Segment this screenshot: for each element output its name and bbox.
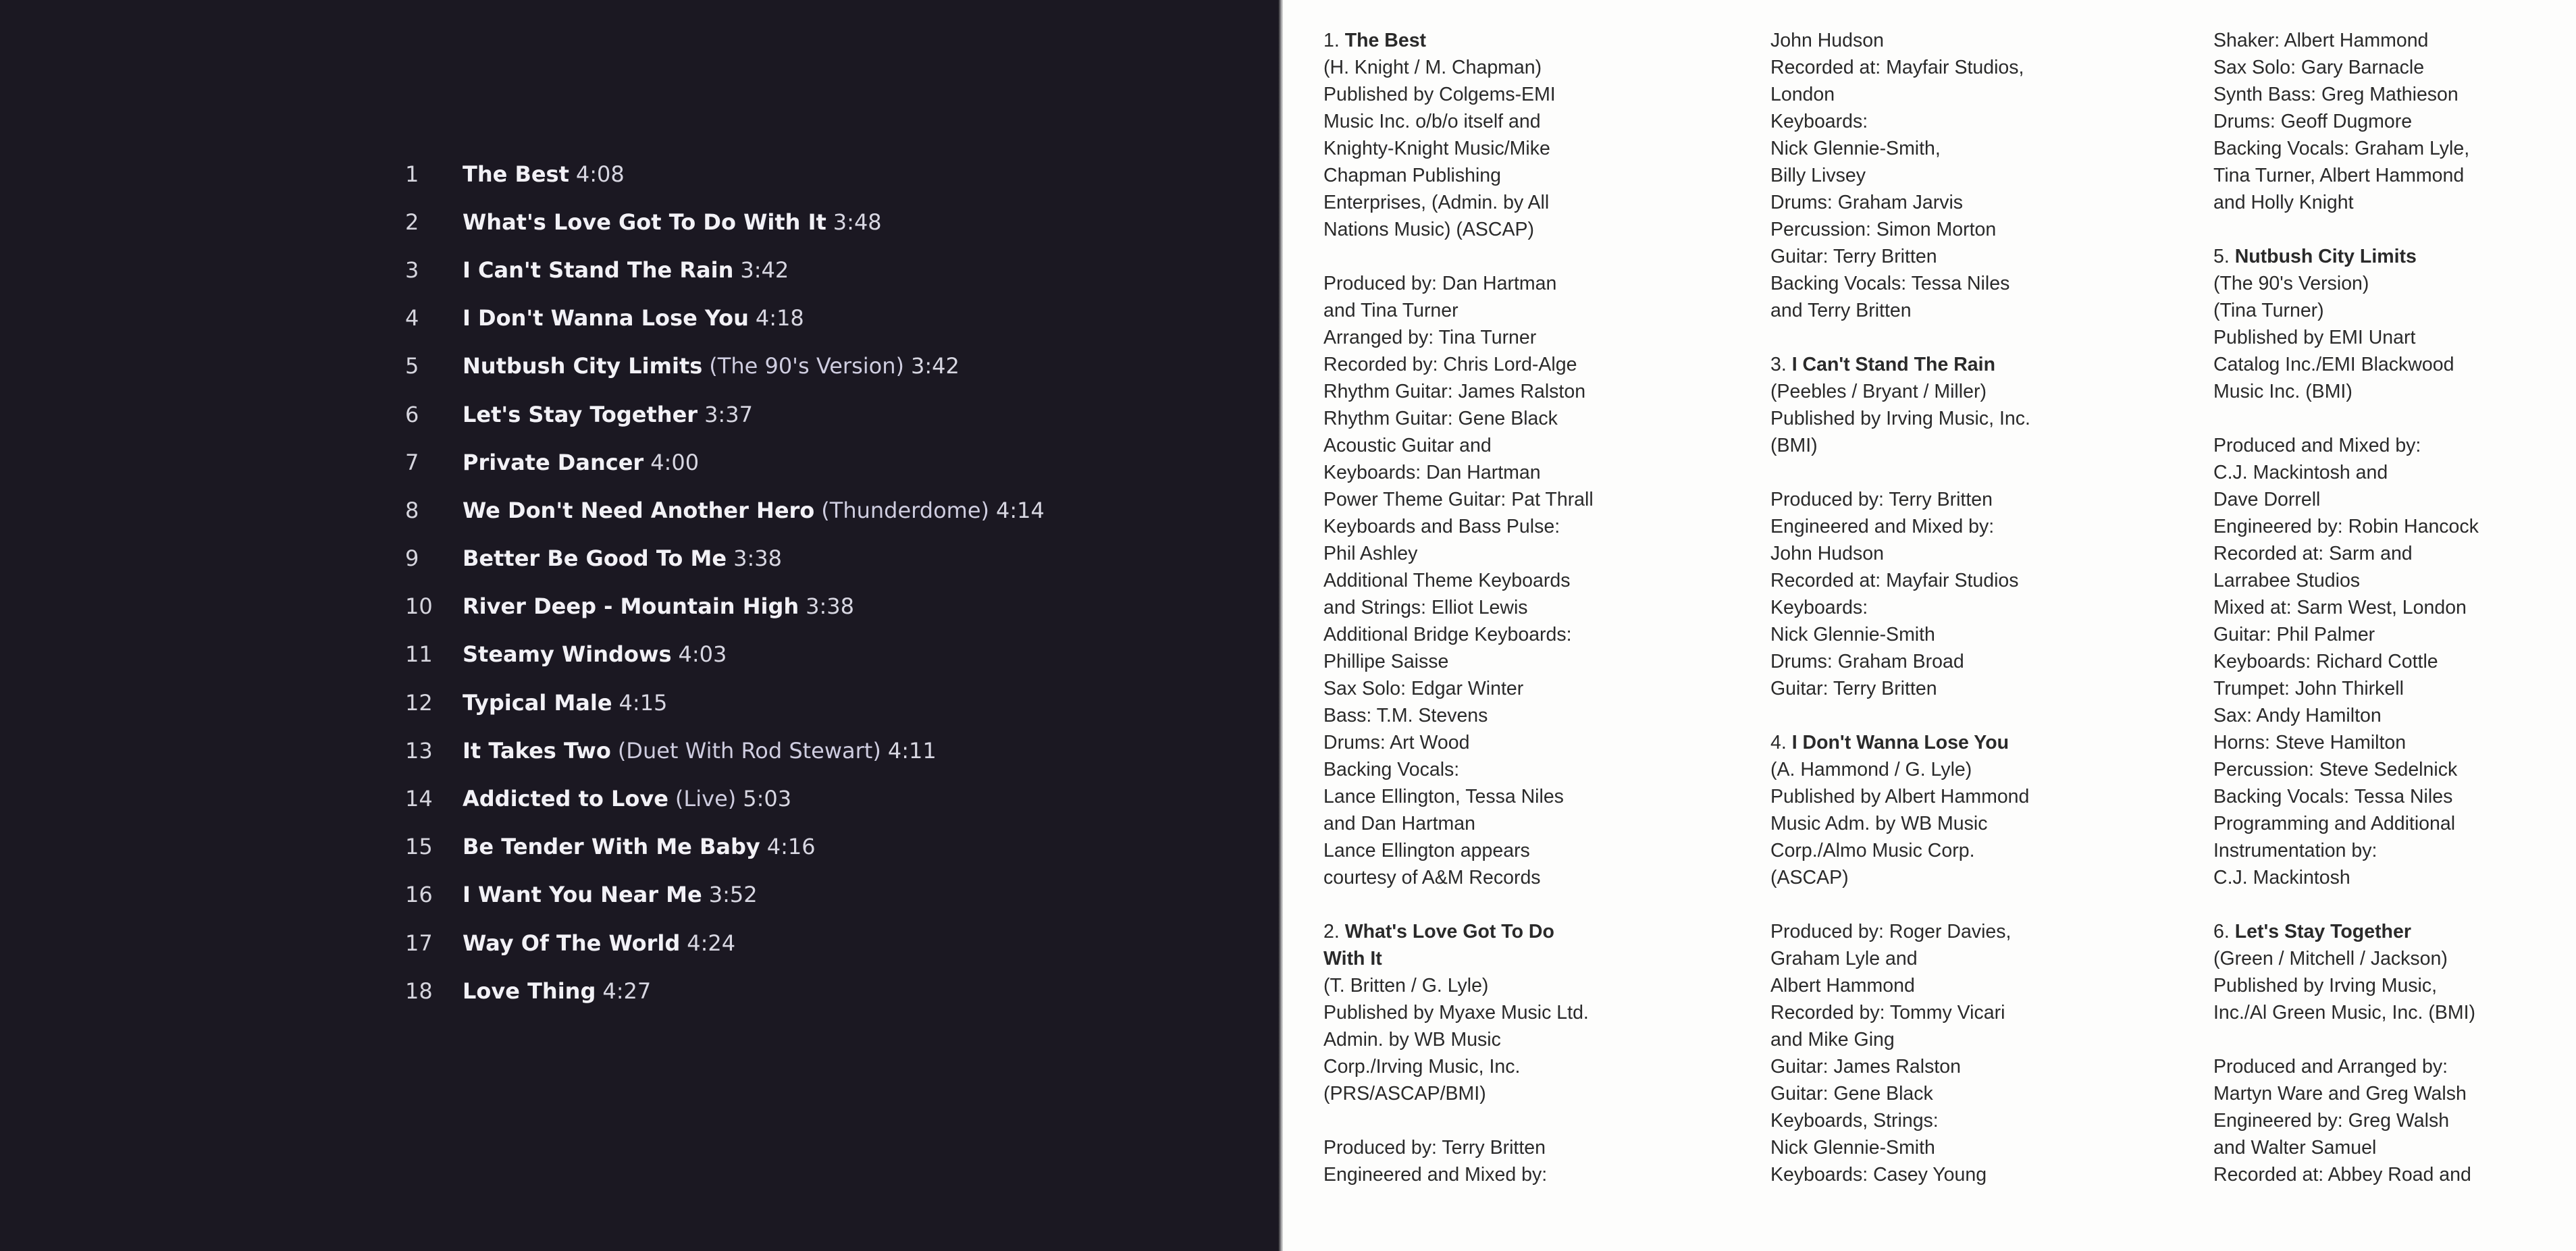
track-number: 17 bbox=[405, 930, 433, 956]
credit-line: Synth Bass: Greg Mathieson bbox=[2213, 84, 2459, 105]
track-title: Addicted to Love bbox=[463, 786, 668, 812]
credit-song-title: Nutbush City Limits bbox=[2234, 246, 2417, 267]
track-duration: 4:11 bbox=[887, 737, 937, 764]
credit-line: Mixed at: Sarm West, London bbox=[2213, 597, 2467, 618]
credit-heading bbox=[2213, 918, 2479, 945]
credit-line: Sax Solo: Gary Barnacle bbox=[2213, 57, 2425, 78]
spacer bbox=[2213, 891, 2479, 918]
credit-line: Larrabee Studios bbox=[2213, 570, 2361, 591]
credit-line: (BMI) bbox=[1770, 435, 1818, 456]
credit-line: Published by Irving Music, Inc. bbox=[1770, 408, 2030, 429]
track-row bbox=[405, 583, 1045, 631]
credit-line: Nick Glennie-Smith bbox=[1770, 1137, 1935, 1159]
credits-column-3 bbox=[2213, 27, 2479, 1188]
credit-line: Published by Albert Hammond bbox=[1770, 786, 2030, 807]
track-row bbox=[405, 246, 1045, 294]
track-row bbox=[405, 390, 1045, 438]
track-number: 6 bbox=[405, 401, 419, 427]
credit-line: Bass: T.M. Stevens bbox=[1323, 705, 1488, 726]
credit-song-title: The Best bbox=[1344, 30, 1427, 51]
credit-line: Programming and Additional bbox=[2213, 813, 2456, 834]
track-title: The Best bbox=[463, 161, 569, 187]
credit-line: Phil Ashley bbox=[1323, 543, 1418, 564]
credit-heading bbox=[1323, 27, 1594, 54]
credit-line: Corp./Almo Music Corp. bbox=[1770, 840, 1975, 861]
credit-line: Engineered by: Greg Walsh bbox=[2213, 1110, 2450, 1132]
track-row bbox=[405, 486, 1045, 534]
credit-line: Music Inc. o/b/o itself and bbox=[1323, 111, 1541, 132]
credit-line: C.J. Mackintosh bbox=[2213, 867, 2350, 888]
credit-line: Nick Glennie-Smith bbox=[1770, 624, 1935, 645]
credit-line: Inc./Al Green Music, Inc. (BMI) bbox=[2213, 1002, 2476, 1023]
track-duration: 4:00 bbox=[650, 449, 700, 475]
track-duration: 3:38 bbox=[806, 593, 854, 620]
credit-line: Keyboards: Dan Hartman bbox=[1323, 462, 1541, 483]
credit-line: Drums: Graham Jarvis bbox=[1770, 192, 1964, 213]
credit-line: Keyboards: bbox=[1770, 111, 1868, 132]
credit-line: Lance Ellington appears bbox=[1323, 840, 1530, 861]
credit-line: Published by EMI Unart bbox=[2213, 327, 2416, 348]
spacer bbox=[1323, 243, 1594, 270]
credit-number: 6. bbox=[2213, 921, 2235, 942]
credit-number: 5. bbox=[2213, 246, 2235, 267]
track-row bbox=[405, 294, 1045, 342]
spacer bbox=[1770, 459, 2030, 486]
credit-line: Rhythm Guitar: James Ralston bbox=[1323, 381, 1586, 402]
credit-song-title: I Can't Stand The Rain bbox=[1791, 354, 1995, 375]
track-duration: 3:52 bbox=[708, 882, 758, 908]
track-row bbox=[405, 774, 1045, 822]
track-duration: 4:03 bbox=[678, 641, 727, 668]
credit-line: Keyboards: bbox=[1770, 597, 1868, 618]
credit-line: courtesy of A&M Records bbox=[1323, 867, 1541, 888]
credit-line: Backing Vocals: Tessa Niles bbox=[1770, 273, 2010, 294]
credit-line: (The 90's Version) bbox=[2213, 273, 2369, 294]
credit-number: 2. bbox=[1323, 921, 1345, 942]
spacer bbox=[2213, 405, 2479, 432]
track-title: We Don't Need Another Hero bbox=[463, 497, 815, 523]
track-title: What's Love Got To Do With It bbox=[463, 209, 826, 235]
credit-line: Percussion: Simon Morton bbox=[1770, 219, 1997, 240]
credit-line: Backing Vocals: bbox=[1323, 759, 1460, 780]
track-number: 2 bbox=[405, 209, 419, 235]
credit-line: and Walter Samuel bbox=[2213, 1137, 2377, 1159]
credit-line: Chapman Publishing bbox=[1323, 165, 1501, 186]
credit-line: John Hudson bbox=[1770, 543, 1884, 564]
track-row bbox=[405, 150, 1045, 198]
track-title: Better Be Good To Me bbox=[463, 545, 727, 572]
credit-heading bbox=[2213, 243, 2479, 270]
credit-line: Recorded at: Mayfair Studios, bbox=[1770, 57, 2024, 78]
track-version: (The 90's Version) bbox=[709, 353, 904, 379]
credit-line: (PRS/ASCAP/BMI) bbox=[1323, 1083, 1486, 1104]
credit-line: Engineered and Mixed by: bbox=[1323, 1164, 1548, 1186]
credit-line: (A. Hammond / G. Lyle) bbox=[1770, 759, 1972, 780]
credit-line: Drums: Geoff Dugmore bbox=[2213, 111, 2413, 132]
track-title: Steamy Windows bbox=[463, 641, 672, 668]
credit-heading bbox=[1323, 918, 1594, 945]
track-title: Be Tender With Me Baby bbox=[463, 834, 760, 860]
credit-line: Keyboards: Casey Young bbox=[1770, 1164, 1987, 1186]
credit-line: and Dan Hartman bbox=[1323, 813, 1475, 834]
track-number: 18 bbox=[405, 978, 433, 1004]
credit-heading bbox=[1323, 945, 1594, 972]
credit-line: Lance Ellington, Tessa Niles bbox=[1323, 786, 1564, 807]
track-row bbox=[405, 678, 1045, 726]
credit-line: Dave Dorrell bbox=[2213, 489, 2321, 510]
credit-line: London bbox=[1770, 84, 1835, 105]
credit-heading bbox=[1770, 729, 2030, 756]
track-duration: 3:42 bbox=[740, 257, 789, 283]
track-duration: 5:03 bbox=[743, 786, 792, 812]
track-number: 4 bbox=[405, 305, 419, 331]
track-duration: 3:37 bbox=[704, 401, 753, 427]
track-title: I Can't Stand The Rain bbox=[463, 257, 734, 283]
track-row bbox=[405, 871, 1045, 919]
credit-line: Rhythm Guitar: Gene Black bbox=[1323, 408, 1558, 429]
credit-line: Martyn Ware and Greg Walsh bbox=[2213, 1083, 2467, 1104]
credit-line: Recorded by: Chris Lord-Alge bbox=[1323, 354, 1577, 375]
tracklist-page bbox=[0, 0, 1281, 1251]
credit-line: (H. Knight / M. Chapman) bbox=[1323, 57, 1542, 78]
credit-line: Produced and Arranged by: bbox=[2213, 1056, 2448, 1077]
credit-line: Enterprises, (Admin. by All bbox=[1323, 192, 1550, 213]
credit-line: Additional Theme Keyboards bbox=[1323, 570, 1571, 591]
credit-line: Guitar: Phil Palmer bbox=[2213, 624, 2375, 645]
track-version: (Duet With Rod Stewart) bbox=[617, 737, 881, 764]
track-title: Love Thing bbox=[463, 978, 596, 1004]
track-number: 1 bbox=[405, 161, 419, 187]
credit-line: Engineered and Mixed by: bbox=[1770, 516, 1995, 537]
track-row bbox=[405, 438, 1045, 486]
credit-line: Billy Livsey bbox=[1770, 165, 1866, 186]
credit-heading bbox=[1770, 351, 2030, 378]
track-list bbox=[405, 150, 1045, 1015]
credit-line: Guitar: Gene Black bbox=[1770, 1083, 1933, 1104]
credit-line: Trumpet: John Thirkell bbox=[2213, 678, 2404, 699]
track-row bbox=[405, 967, 1045, 1015]
credit-line: Additional Bridge Keyboards: bbox=[1323, 624, 1572, 645]
credit-line: C.J. Mackintosh and bbox=[2213, 462, 2388, 483]
credit-line: (Green / Mitchell / Jackson) bbox=[2213, 948, 2448, 969]
credit-line: Keyboards and Bass Pulse: bbox=[1323, 516, 1560, 537]
credit-line: Catalog Inc./EMI Blackwood bbox=[2213, 354, 2454, 375]
spacer bbox=[1770, 702, 2030, 729]
credit-line: Acoustic Guitar and bbox=[1323, 435, 1492, 456]
track-row bbox=[405, 535, 1045, 583]
spacer bbox=[1323, 891, 1594, 918]
credit-line: Percussion: Steve Sedelnick bbox=[2213, 759, 2458, 780]
track-row bbox=[405, 198, 1045, 246]
credit-song-title: With It bbox=[1323, 948, 1382, 969]
credit-line: Produced by: Terry Britten bbox=[1323, 1137, 1546, 1159]
spacer bbox=[2213, 1026, 2479, 1053]
credit-line: Nations Music) (ASCAP) bbox=[1323, 219, 1534, 240]
credit-line: Backing Vocals: Graham Lyle, bbox=[2213, 138, 2470, 159]
credit-line: Produced by: Dan Hartman bbox=[1323, 273, 1557, 294]
track-duration: 3:38 bbox=[733, 545, 782, 572]
credit-line: Guitar: Terry Britten bbox=[1770, 678, 1937, 699]
credit-line: Albert Hammond bbox=[1770, 975, 1915, 996]
credits-column-1 bbox=[1323, 27, 1594, 1188]
track-number: 5 bbox=[405, 353, 419, 379]
credit-line: Admin. by WB Music bbox=[1323, 1029, 1501, 1050]
credit-line: Graham Lyle and bbox=[1770, 948, 1918, 969]
credit-line: Guitar: Terry Britten bbox=[1770, 246, 1937, 267]
credits-column-2 bbox=[1770, 27, 2030, 1188]
spacer bbox=[2213, 216, 2479, 243]
credit-line: Instrumentation by: bbox=[2213, 840, 2377, 861]
credit-line: Power Theme Guitar: Pat Thrall bbox=[1323, 489, 1594, 510]
track-title: I Don't Wanna Lose You bbox=[463, 305, 749, 331]
credit-line: John Hudson bbox=[1770, 30, 1884, 51]
credit-line: Recorded at: Abbey Road and bbox=[2213, 1164, 2471, 1186]
credit-number: 1. bbox=[1323, 30, 1345, 51]
credit-line: Engineered by: Robin Hancock bbox=[2213, 516, 2479, 537]
credit-line: Produced by: Terry Britten bbox=[1770, 489, 1993, 510]
track-duration: 4:16 bbox=[766, 834, 816, 860]
credit-line: Produced by: Roger Davies, bbox=[1770, 921, 2012, 942]
track-number: 13 bbox=[405, 737, 433, 764]
credit-line: Published by Colgems-EMI bbox=[1323, 84, 1556, 105]
credit-line: Horns: Steve Hamilton bbox=[2213, 732, 2407, 753]
credit-line: Corp./Irving Music, Inc. bbox=[1323, 1056, 1521, 1077]
credit-line: and Terry Britten bbox=[1770, 300, 1912, 321]
track-duration: 4:14 bbox=[995, 497, 1045, 523]
track-number: 8 bbox=[405, 497, 419, 523]
track-version: (Live) bbox=[675, 786, 737, 812]
track-number: 16 bbox=[405, 882, 433, 908]
track-number: 7 bbox=[405, 449, 419, 475]
credit-line: and Tina Turner bbox=[1323, 300, 1458, 321]
track-number: 12 bbox=[405, 689, 433, 716]
track-duration: 4:08 bbox=[575, 161, 625, 187]
track-duration: 4:24 bbox=[687, 930, 736, 956]
credit-line: Sax Solo: Edgar Winter bbox=[1323, 678, 1524, 699]
track-row bbox=[405, 631, 1045, 678]
credit-line: Recorded at: Mayfair Studios bbox=[1770, 570, 2019, 591]
track-title: Way Of The World bbox=[463, 930, 681, 956]
credit-line: and Mike Ging bbox=[1770, 1029, 1895, 1050]
credit-line: Music Adm. by WB Music bbox=[1770, 813, 1988, 834]
credit-line: Phillipe Saisse bbox=[1323, 651, 1449, 672]
spacer bbox=[1770, 891, 2030, 918]
credit-line: Keyboards, Strings: bbox=[1770, 1110, 1939, 1132]
track-number: 9 bbox=[405, 545, 419, 572]
credit-line: (Tina Turner) bbox=[2213, 300, 2324, 321]
credit-number: 4. bbox=[1770, 732, 1792, 753]
track-version: (Thunderdome) bbox=[821, 497, 989, 523]
track-number: 11 bbox=[405, 641, 433, 668]
credit-line: and Holly Knight bbox=[2213, 192, 2354, 213]
track-duration: 3:48 bbox=[833, 209, 882, 235]
credit-line: Drums: Graham Broad bbox=[1770, 651, 1964, 672]
credit-line: Guitar: James Ralston bbox=[1770, 1056, 1961, 1077]
track-duration: 4:18 bbox=[755, 305, 804, 331]
spacer bbox=[1323, 1107, 1594, 1134]
credit-line: (ASCAP) bbox=[1770, 867, 1849, 888]
credit-line: Keyboards: Richard Cottle bbox=[2213, 651, 2438, 672]
track-title: Private Dancer bbox=[463, 449, 644, 475]
spacer bbox=[1770, 324, 2030, 351]
track-number: 3 bbox=[405, 257, 419, 283]
track-row bbox=[405, 726, 1045, 774]
credit-number: 3. bbox=[1770, 354, 1792, 375]
track-duration: 4:15 bbox=[619, 689, 668, 716]
track-title: Nutbush City Limits bbox=[463, 353, 703, 379]
credit-line: Backing Vocals: Tessa Niles bbox=[2213, 786, 2453, 807]
track-duration: 3:42 bbox=[910, 353, 960, 379]
credit-line: Published by Myaxe Music Ltd. bbox=[1323, 1002, 1589, 1023]
track-title: It Takes Two bbox=[463, 737, 611, 764]
track-number: 10 bbox=[405, 593, 433, 620]
credit-line: Nick Glennie-Smith, bbox=[1770, 138, 1941, 159]
track-title: I Want You Near Me bbox=[463, 882, 702, 908]
credit-line: Tina Turner, Albert Hammond bbox=[2213, 165, 2465, 186]
credit-line: and Strings: Elliot Lewis bbox=[1323, 597, 1528, 618]
track-title: River Deep - Mountain High bbox=[463, 593, 799, 620]
credit-line: Drums: Art Wood bbox=[1323, 732, 1470, 753]
credit-line: Arranged by: Tina Turner bbox=[1323, 327, 1537, 348]
credit-line: Knighty-Knight Music/Mike bbox=[1323, 138, 1550, 159]
credit-line: Recorded at: Sarm and bbox=[2213, 543, 2413, 564]
track-row bbox=[405, 342, 1045, 390]
credit-line: Music Inc. (BMI) bbox=[2213, 381, 2352, 402]
track-title: Typical Male bbox=[463, 689, 612, 716]
credit-song-title: What's Love Got To Do bbox=[1344, 921, 1554, 942]
track-number: 15 bbox=[405, 834, 433, 860]
credit-line: Shaker: Albert Hammond bbox=[2213, 30, 2429, 51]
track-row bbox=[405, 919, 1045, 967]
credit-line: Produced and Mixed by: bbox=[2213, 435, 2421, 456]
credit-line: Recorded by: Tommy Vicari bbox=[1770, 1002, 2005, 1023]
track-duration: 4:27 bbox=[602, 978, 652, 1004]
credit-song-title: Let's Stay Together bbox=[2234, 921, 2411, 942]
track-title: Let's Stay Together bbox=[463, 401, 698, 427]
credit-line: (T. Britten / G. Lyle) bbox=[1323, 975, 1489, 996]
credit-line: (Peebles / Bryant / Miller) bbox=[1770, 381, 1987, 402]
credit-line: Sax: Andy Hamilton bbox=[2213, 705, 2382, 726]
track-number: 14 bbox=[405, 786, 433, 812]
credit-line: Published by Irving Music, bbox=[2213, 975, 2438, 996]
track-row bbox=[405, 823, 1045, 871]
credit-song-title: I Don't Wanna Lose You bbox=[1791, 732, 2009, 753]
